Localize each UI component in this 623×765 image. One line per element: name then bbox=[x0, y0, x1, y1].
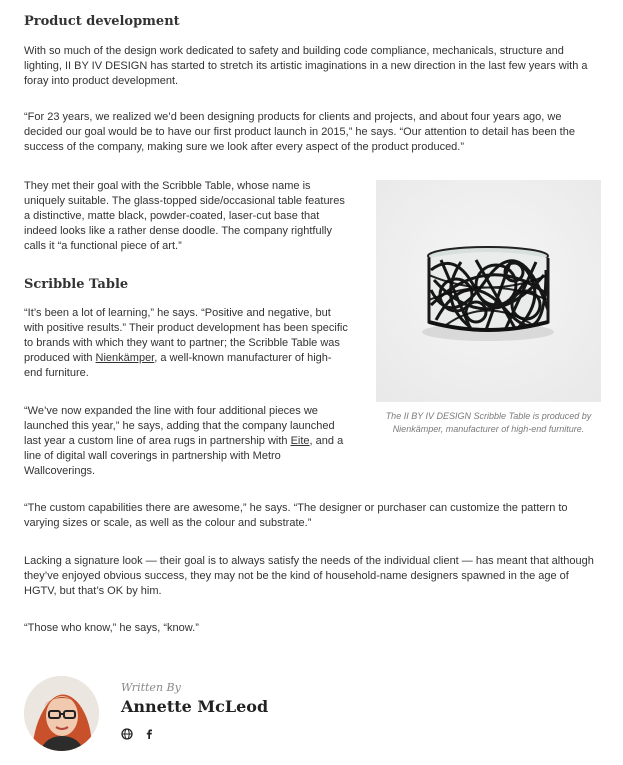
figure bbox=[376, 180, 601, 436]
globe-icon[interactable] bbox=[121, 727, 133, 739]
paragraph-4-text-a: “It’s been a lot of learning,” he says. “Positive and negative, but with positive results.” Their product development has been specific to brands with which they want to partner; the Scribble Table was produced with bbox=[24, 307, 348, 364]
facebook-icon[interactable] bbox=[143, 727, 155, 739]
link-nienkamper[interactable]: Nienkämper bbox=[95, 352, 155, 364]
paragraph-4-text-b: , a well-known manufacturer of high-end furniture. bbox=[24, 352, 332, 379]
paragraph-7: Lacking a signature look — their goal is to always satisfy the needs of the individual client — has meant that although they’ve enjoyed obvious success, they may not be the kind of household-name designers spawned in the age of HGTV, but that’s OK by him. bbox=[24, 555, 594, 597]
scribble-table-photo bbox=[376, 180, 601, 402]
paragraph-6: “The custom capabilities there are awesome,” he says. “The designer or purchaser can customize the pattern to varying sizes or scale, as well as the colour and substrate.” bbox=[24, 502, 568, 529]
paragraph-4 bbox=[24, 306, 349, 381]
paragraph-1: With so much of the design work dedicated to safety and building code compliance, mechanicals, structure and lighting, II BY IV DESIGN has started to stretch its artistic imaginations in a new direction in the last few years with a foray into product development. bbox=[24, 45, 588, 87]
link-eite[interactable]: Eite bbox=[290, 435, 310, 447]
author-box bbox=[24, 676, 424, 756]
written-by-label: Written By bbox=[121, 681, 181, 694]
author-avatar bbox=[24, 676, 99, 751]
paragraph-5 bbox=[24, 404, 349, 479]
paragraph-5-text-b: , and a line of digital wall coverings in partnership with Metro Wallcoverings. bbox=[24, 435, 344, 477]
paragraph-2: “For 23 years, we realized we’d been designing products for clients and projects, and about four years ago, we decided our goal would be to have our first product launch in 2015,” he says. “Our attention to detail has been the success of the company, making sure we look after every aspect of the product produced.” bbox=[24, 111, 575, 153]
heading-product-development: Product development bbox=[24, 14, 180, 29]
paragraph-3: They met their goal with the Scribble Table, whose name is uniquely suitable. The glass-topped side/occasional table features a distinctive, matte black, powder-coated, laser-cut base that indeed looks like a rather dense doodle. The company rightfully calls it “a functional piece of art.” bbox=[24, 180, 345, 252]
heading-scribble-table: Scribble Table bbox=[24, 277, 129, 292]
paragraph-5-text-a: “We’ve now expanded the line with four additional pieces we launched this year,” he says, adding that the company launched last year a custom line of area rugs in partnership with bbox=[24, 405, 335, 447]
figure-caption: The II BY IV DESIGN Scribble Table is produced by Nienkämper, manufacturer of high-end furniture. bbox=[385, 411, 592, 434]
author-social-links bbox=[121, 727, 155, 739]
author-name[interactable]: Annette McLeod bbox=[121, 697, 269, 716]
paragraph-8: “Those who know,” he says, “know.” bbox=[24, 622, 199, 634]
